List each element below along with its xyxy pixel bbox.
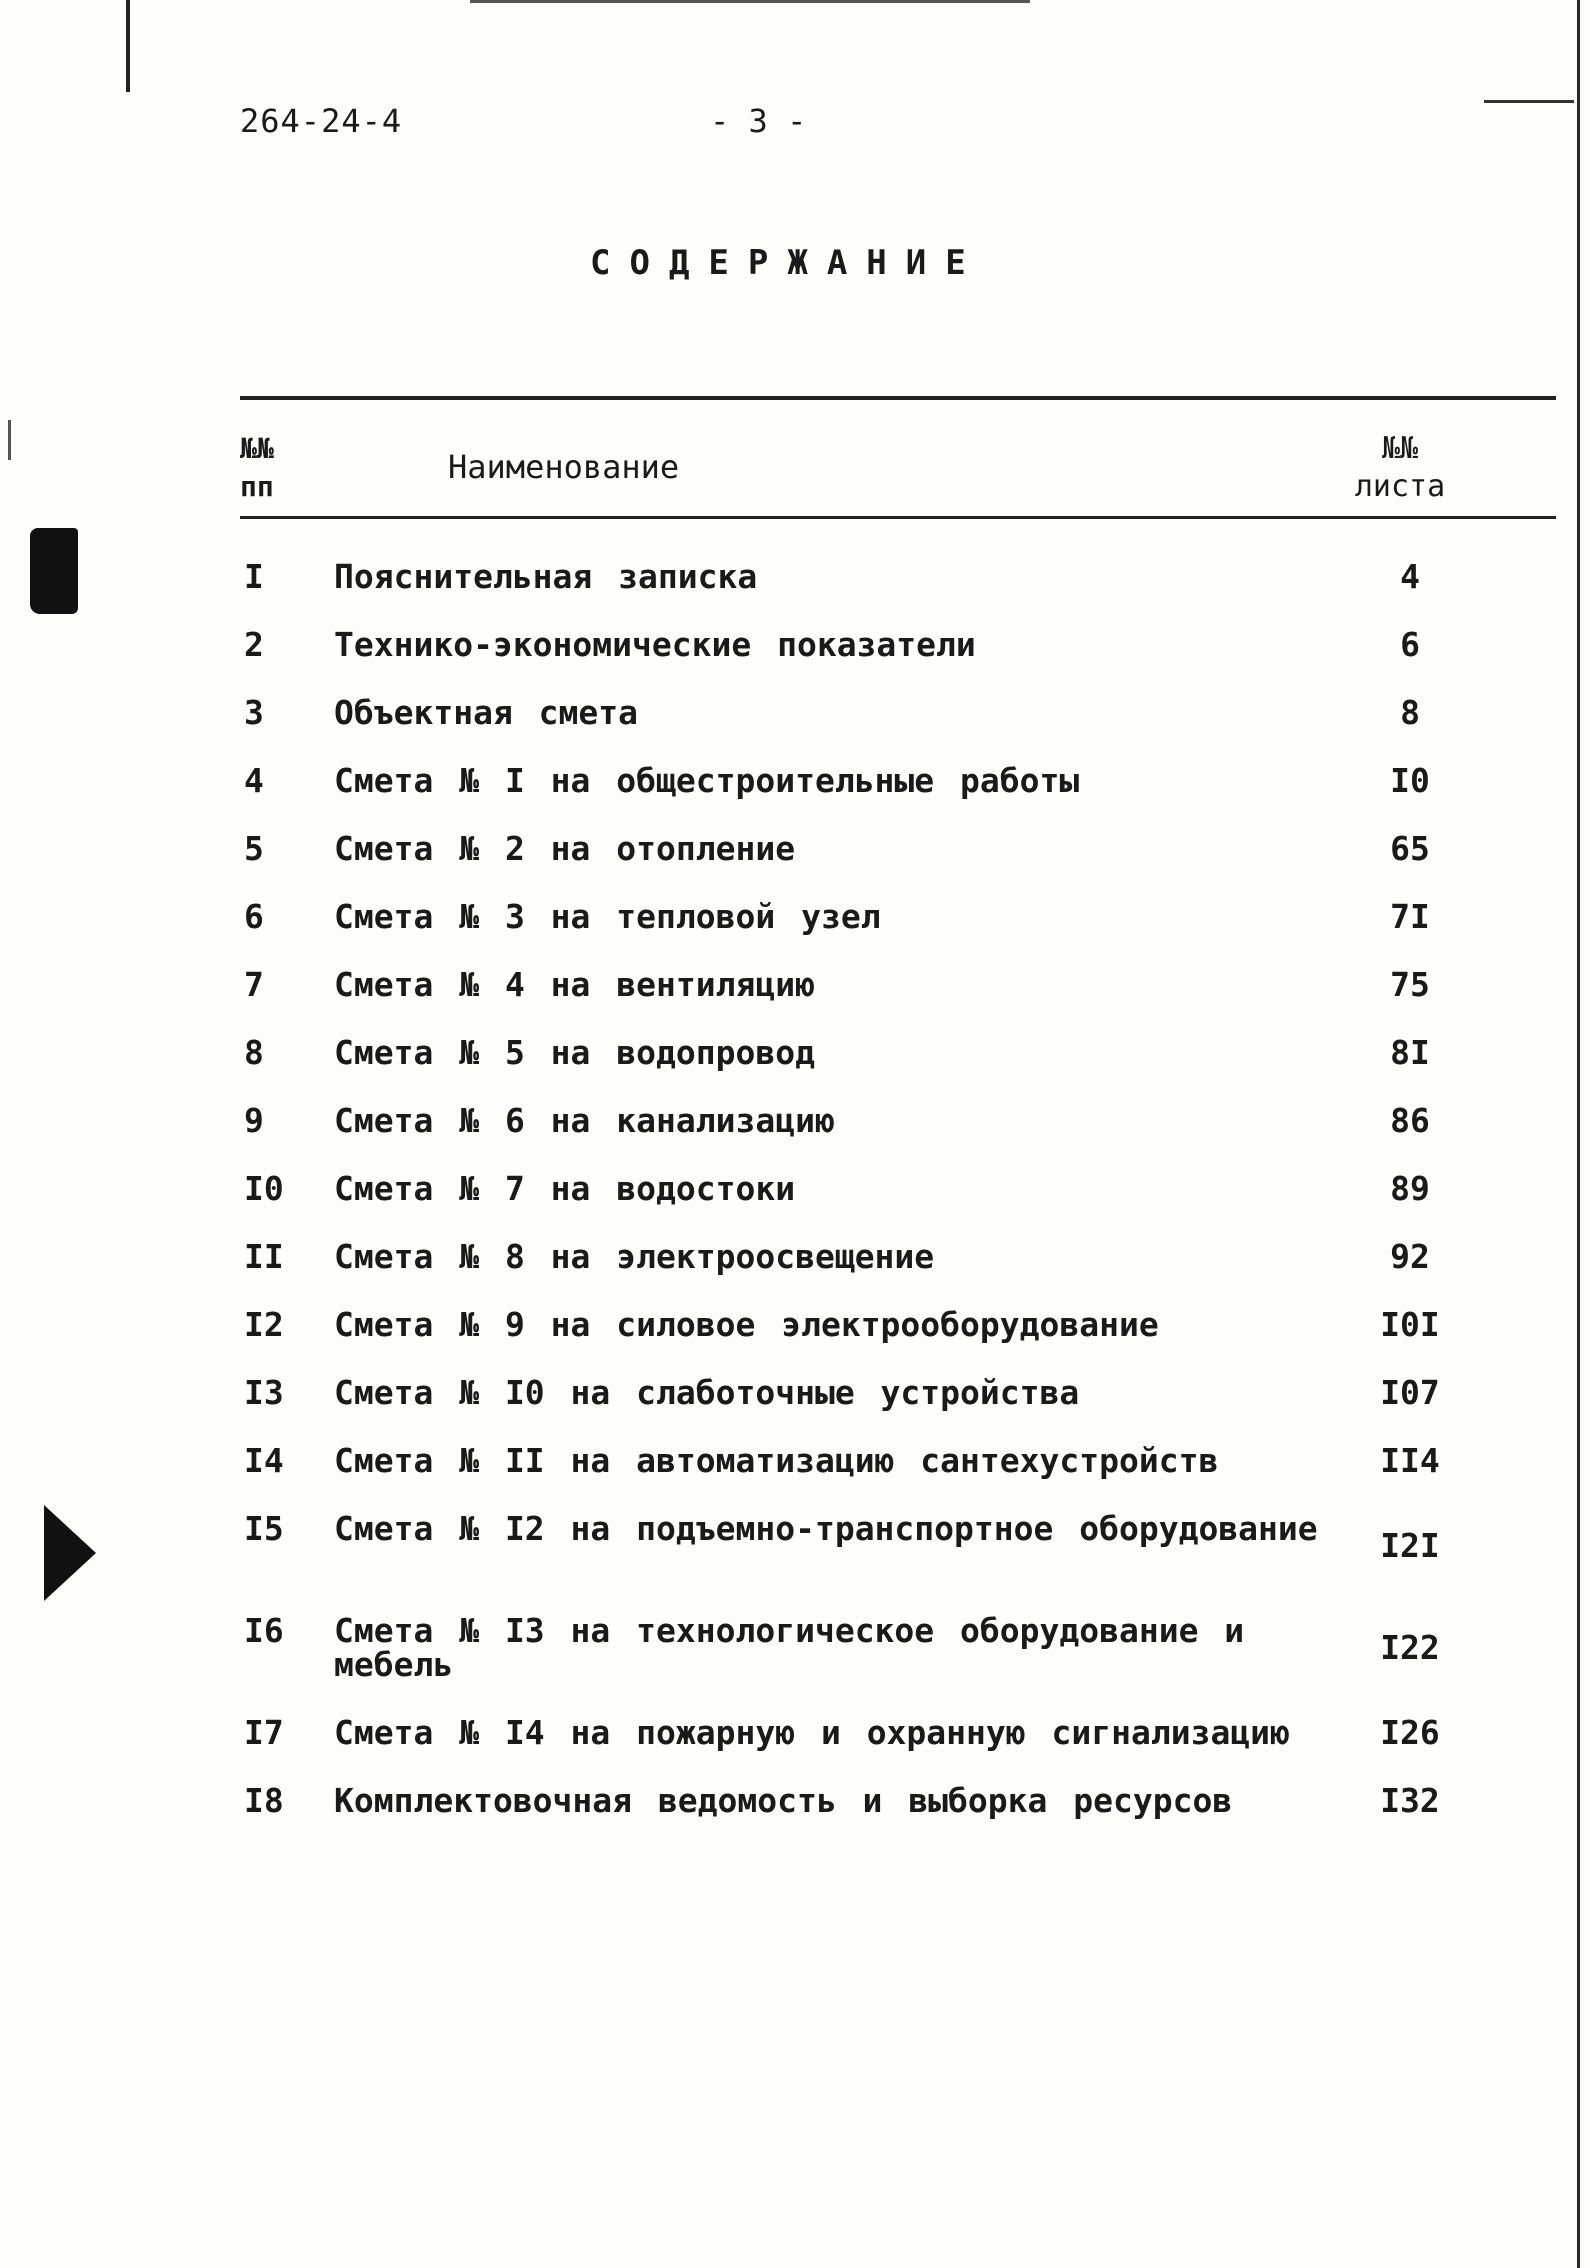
scan-corner-dash xyxy=(1484,100,1574,103)
table-row xyxy=(240,965,1470,1036)
row-name: Смета № I на общестроительные работы xyxy=(334,761,1080,800)
row-sheet-number: I0 xyxy=(1390,761,1430,800)
column-header-number-line2: пп xyxy=(240,470,274,503)
row-sheet-number: II4 xyxy=(1380,1441,1440,1480)
row-number: II xyxy=(244,1237,284,1276)
row-sheet-number: I22 xyxy=(1380,1628,1440,1667)
hole-punch-blot xyxy=(44,1505,96,1601)
row-number: I0 xyxy=(244,1169,284,1208)
row-number: 8 xyxy=(244,1033,264,1072)
column-header-sheet-line1: №№ xyxy=(1381,431,1419,466)
scan-edge xyxy=(1577,0,1580,2268)
table-row xyxy=(240,1237,1470,1308)
row-number: I xyxy=(244,557,264,596)
table-row xyxy=(240,693,1470,764)
hole-punch-blot xyxy=(30,528,78,614)
row-name: Комплектовочная ведомость и выборка ресурсов xyxy=(334,1781,1233,1820)
row-sheet-number: 6 xyxy=(1400,625,1420,664)
row-number: I4 xyxy=(244,1441,284,1480)
row-number: 5 xyxy=(244,829,264,868)
row-number: I3 xyxy=(244,1373,284,1412)
row-number: I5 xyxy=(244,1509,284,1548)
row-name: Смета № 8 на электроосвещение xyxy=(334,1237,935,1276)
row-name: Смета № 6 на канализацию xyxy=(334,1101,835,1140)
contents-list xyxy=(240,557,1470,1852)
row-sheet-number: 8I xyxy=(1390,1033,1430,1072)
table-row xyxy=(240,1441,1470,1512)
row-number: I8 xyxy=(244,1781,284,1820)
row-name: Смета № 9 на силовое электрооборудование xyxy=(334,1305,1159,1344)
row-name: Смета № 4 на вентиляцию xyxy=(334,965,815,1004)
row-sheet-number: I32 xyxy=(1380,1781,1440,1820)
row-sheet-number: 65 xyxy=(1390,829,1430,868)
row-number: 4 xyxy=(244,761,264,800)
row-name: Смета № I3 на технологическое оборудование и мебель xyxy=(334,1611,1245,1684)
table-row xyxy=(240,625,1470,696)
row-name: Пояснительная записка xyxy=(334,557,758,596)
row-sheet-number: 86 xyxy=(1390,1101,1430,1140)
table-top-rule xyxy=(240,396,1556,400)
table-row xyxy=(240,761,1470,832)
row-sheet-number: 92 xyxy=(1390,1237,1430,1276)
table-row xyxy=(240,1509,1470,1614)
row-number: 2 xyxy=(244,625,264,664)
column-header-name: Наименование xyxy=(448,448,680,486)
table-row xyxy=(240,897,1470,968)
table-row xyxy=(240,1713,1470,1784)
row-name: Смета № 3 на тепловой узел xyxy=(334,897,881,936)
page-title: СОДЕРЖАНИЕ xyxy=(590,243,985,283)
row-sheet-number: 7I xyxy=(1390,897,1430,936)
row-name: Смета № II на автоматизацию сантехустройств xyxy=(334,1441,1219,1480)
table-row xyxy=(240,1373,1470,1444)
column-header-number-line1: №№ xyxy=(240,432,274,465)
row-number: I6 xyxy=(244,1611,284,1650)
row-number: I7 xyxy=(244,1713,284,1752)
scan-left-tick xyxy=(8,420,11,460)
row-name: Смета № 5 на водопровод xyxy=(334,1033,815,1072)
row-number: 3 xyxy=(244,693,264,732)
row-sheet-number: 75 xyxy=(1390,965,1430,1004)
row-sheet-number: 4 xyxy=(1400,557,1420,596)
table-row xyxy=(240,1101,1470,1172)
table-row xyxy=(240,1781,1470,1852)
row-sheet-number: 8 xyxy=(1400,693,1420,732)
row-number: 7 xyxy=(244,965,264,1004)
row-sheet-number: I26 xyxy=(1380,1713,1440,1752)
row-sheet-number: 89 xyxy=(1390,1169,1430,1208)
row-number: 9 xyxy=(244,1101,264,1140)
row-sheet-number: I2I xyxy=(1380,1526,1440,1565)
row-number: I2 xyxy=(244,1305,284,1344)
document-code: 264-24-4 xyxy=(240,102,403,140)
row-name: Смета № I2 на подъемно-транспортное оборудование xyxy=(334,1509,1318,1548)
scan-top-line xyxy=(470,0,1030,3)
table-row xyxy=(240,1611,1470,1716)
row-name: Объектная смета xyxy=(334,693,639,732)
table-row xyxy=(240,1033,1470,1104)
table-header-rule xyxy=(240,516,1556,519)
scan-mark xyxy=(126,0,130,92)
row-number: 6 xyxy=(244,897,264,936)
row-name: Технико-экономические показатели xyxy=(334,625,976,664)
row-sheet-number: I0I xyxy=(1380,1305,1440,1344)
column-header-sheet-line2: листа xyxy=(1354,469,1446,504)
row-name: Смета № 7 на водостоки xyxy=(334,1169,796,1208)
page-number: - 3 - xyxy=(710,102,807,140)
row-name: Смета № I0 на слаботочные устройства xyxy=(334,1373,1080,1412)
table-row xyxy=(240,1169,1470,1240)
row-name: Смета № I4 на пожарную и охранную сигнализацию xyxy=(334,1713,1290,1752)
table-row xyxy=(240,829,1470,900)
column-header-sheet xyxy=(1340,430,1460,506)
table-row xyxy=(240,557,1470,628)
column-header-number xyxy=(240,430,300,506)
table-row xyxy=(240,1305,1470,1376)
row-name: Смета № 2 на отопление xyxy=(334,829,796,868)
row-sheet-number: I07 xyxy=(1380,1373,1440,1412)
